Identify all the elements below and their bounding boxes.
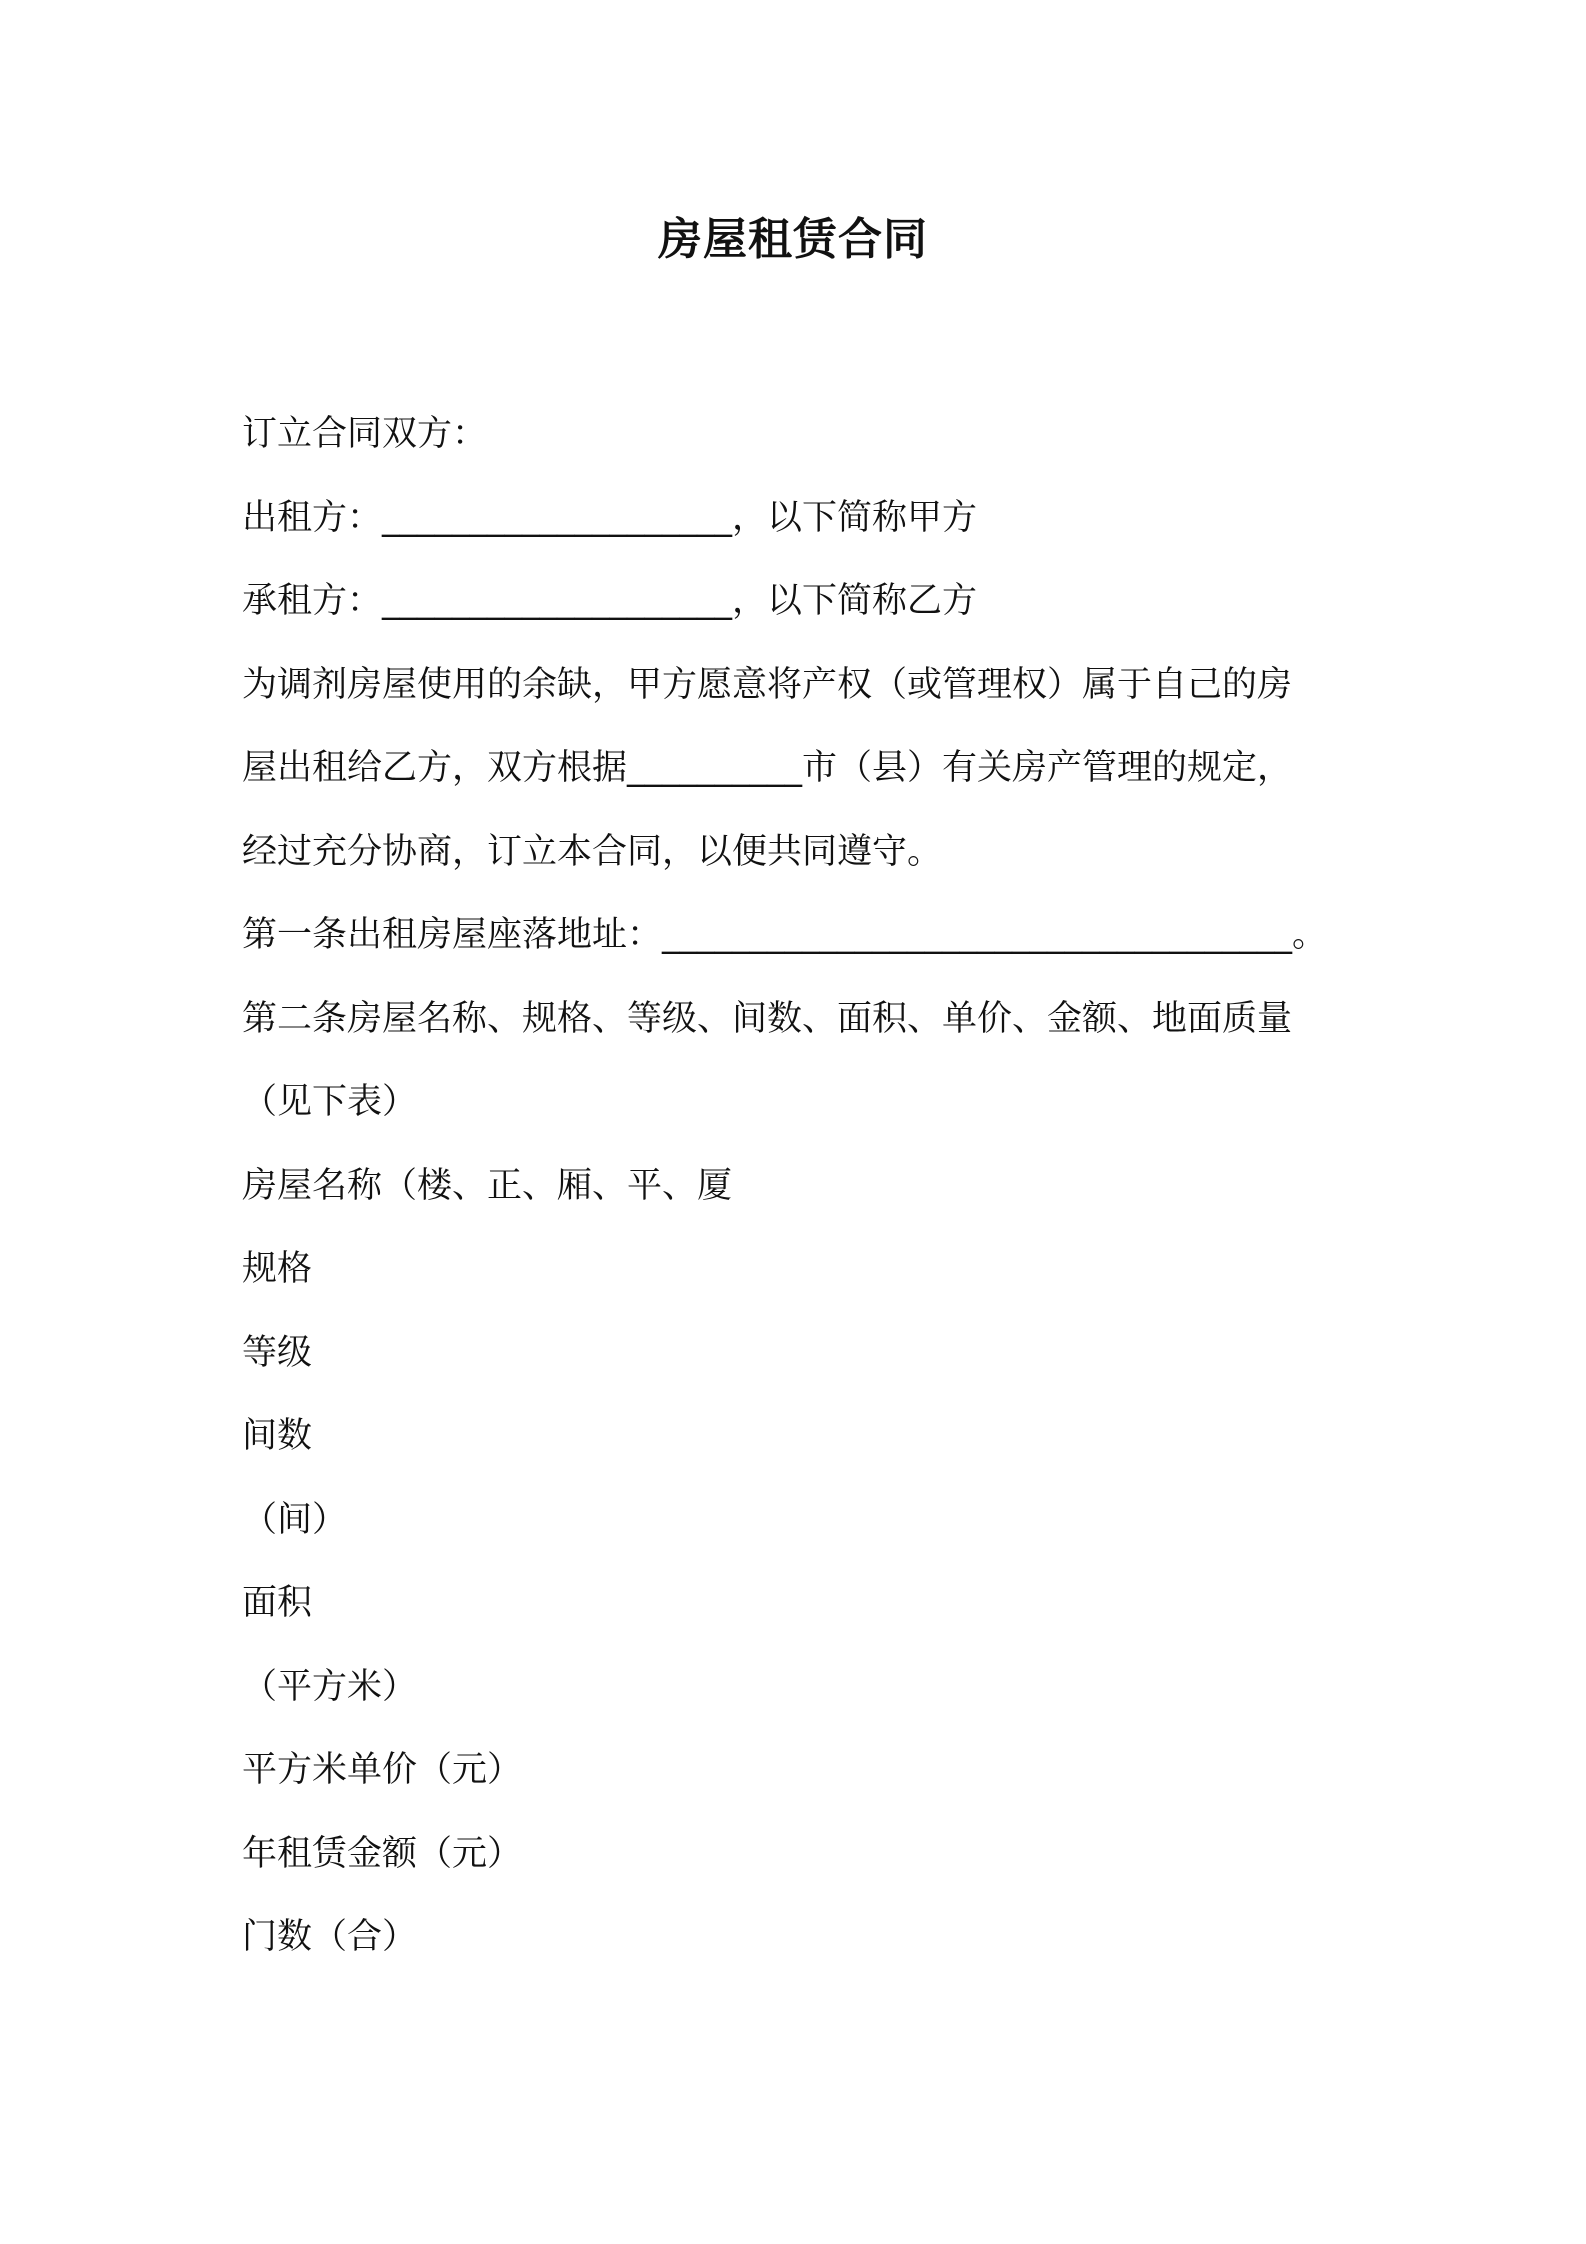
parties-heading: 订立合同双方： (242, 414, 488, 454)
article-1-address: 第一条出租房屋座落地址：____________________________________。 (242, 915, 1328, 955)
field-house-name: 房屋名称（楼、正、厢、平、厦 (242, 1165, 733, 1206)
field-area: 面积 (242, 1583, 313, 1623)
document-body (242, 404, 1422, 1991)
lessee-line: 承租方：____________________，以下简称乙方 (242, 581, 978, 621)
preamble-line-3: 经过充分协商，订立本合同，以便共同遵守。 (242, 831, 943, 872)
lessor-line: 出租方：____________________，以下简称甲方 (242, 497, 978, 538)
field-room-count: 间数 (242, 1416, 313, 1456)
preamble-line-2: 屋出租给乙方，双方根据__________市（县）有关房产管理的规定， (242, 748, 1293, 788)
preamble-line-1: 为调剂房屋使用的余缺，甲方愿意将产权（或管理权）属于自己的房 (242, 664, 1293, 705)
document-title: 房屋租赁合同 (658, 214, 928, 265)
field-room-count-unit: （间） (242, 1499, 348, 1540)
article-2-note: （见下表） (242, 1082, 418, 1122)
field-area-unit: （平方米） (242, 1666, 418, 1707)
field-unit-price: 平方米单价（元） (242, 1750, 523, 1790)
field-door-count: 门数（合） (242, 1917, 418, 1957)
field-grade: 等级 (242, 1332, 313, 1373)
field-annual-rent: 年租赁金额（元） (242, 1833, 523, 1874)
field-spec: 规格 (242, 1249, 313, 1289)
article-2-heading: 第二条房屋名称、规格、等级、间数、面积、单价、金额、地面质量 (242, 998, 1293, 1039)
